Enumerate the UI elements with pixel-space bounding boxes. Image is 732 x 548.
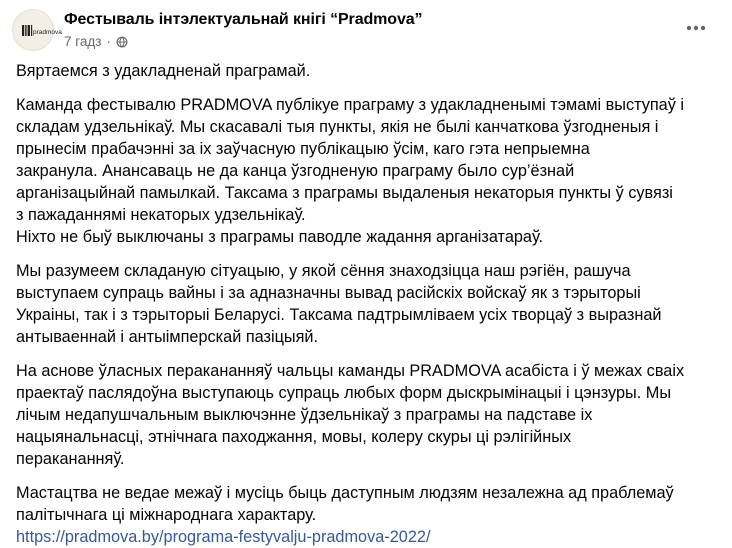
page-name[interactable]: Фестываль інтэлектуальнай кнігі “Pradmova”: [64, 11, 423, 28]
text-line: нацыянальнасці, этнічнага паходжання, мовы, колеру скуры ці рэлігійных: [16, 428, 572, 446]
text-line: Украіны, так і з тэрыторыі Беларусі. Таксама падтрымліваем усіх творцаў з выразнай: [16, 306, 662, 324]
post-body: [16, 60, 716, 548]
paragraph-discrimination: [16, 360, 716, 470]
program-link[interactable]: https://pradmova.by/programa-festyvalju-pradmova-2022/: [16, 528, 431, 546]
page-avatar[interactable]: [12, 9, 62, 51]
more-options-button[interactable]: [682, 14, 710, 42]
text-line: лічым недапушчальным выключэнне ўдзельнікаў з праграмы на падставе іх: [16, 406, 593, 424]
text-line: антываеннай і антыімперскай пазіцыяй.: [16, 328, 319, 346]
text-line: выступаем супраць вайны і за адназначны вывад расійскіх войскаў як з тэрыторыі: [16, 284, 641, 302]
text-line: Мастацтва не ведае межаў і мусіць быць даступным людзям незалежна ад праблемаў: [16, 484, 674, 502]
paragraph-art: [16, 482, 716, 548]
text-line: праектаў паслядоўна выступаюць супраць любых форм дыскрымінацыі і цэнзуры. Мы: [16, 384, 672, 402]
text-line: Вяртаемся з удакладненай праграмай.: [16, 62, 311, 80]
text-line: Ніхто не быў выключаны з праграмы паводле жадання арганізатараў.: [16, 228, 544, 246]
text-line: Мы разумеем складаную сітуацыю, у якой сёння знаходзіцца наш рэгіён, рашуча: [16, 262, 631, 280]
text-line: складам удзельнікаў. Мы скасавалі тыя пункты, якія не былі канчаткова ўзгодненыя і: [16, 118, 659, 136]
paragraph-program-update: [16, 94, 716, 248]
text-line: прынесім прабачэнні за іх заўчасную публікацыю ўсім, каго гэта непрыемна: [16, 140, 590, 158]
pradmova-logo-icon: [13, 10, 62, 52]
globe-icon[interactable]: [116, 36, 128, 48]
post-header: [0, 0, 732, 58]
text-line: перакананняў.: [16, 450, 125, 468]
paragraph-intro: [16, 60, 716, 82]
post-meta: [64, 34, 128, 49]
text-line: Каманда фестывалю PRADMOVA публікуе праграму з удакладненымі тэмамі выступаў і: [16, 96, 685, 114]
text-line: закранула. Анансаваць не да канца ўзгодненую праграму было сур’ёзнай: [16, 162, 575, 180]
text-line: палітычнага ці міжнароднага характару.: [16, 506, 317, 524]
paragraph-war-position: [16, 260, 716, 348]
more-horizontal-icon: [686, 25, 706, 31]
avatar-text: pradmova: [33, 29, 62, 36]
post-time[interactable]: 7 гадз: [64, 34, 102, 49]
text-line: з пажаданнямі некаторых удзельнікаў.: [16, 206, 306, 224]
text-line: На аснове ўласных перакананняў чальцы каманды PRADMOVA асабіста і ў межах сваіх: [16, 362, 685, 380]
meta-separator: ·: [106, 34, 111, 49]
text-line: арганізацыйнай памылкай. Таксама з праграмы выдаленыя некаторыя пункты ў сувязі: [16, 184, 673, 202]
